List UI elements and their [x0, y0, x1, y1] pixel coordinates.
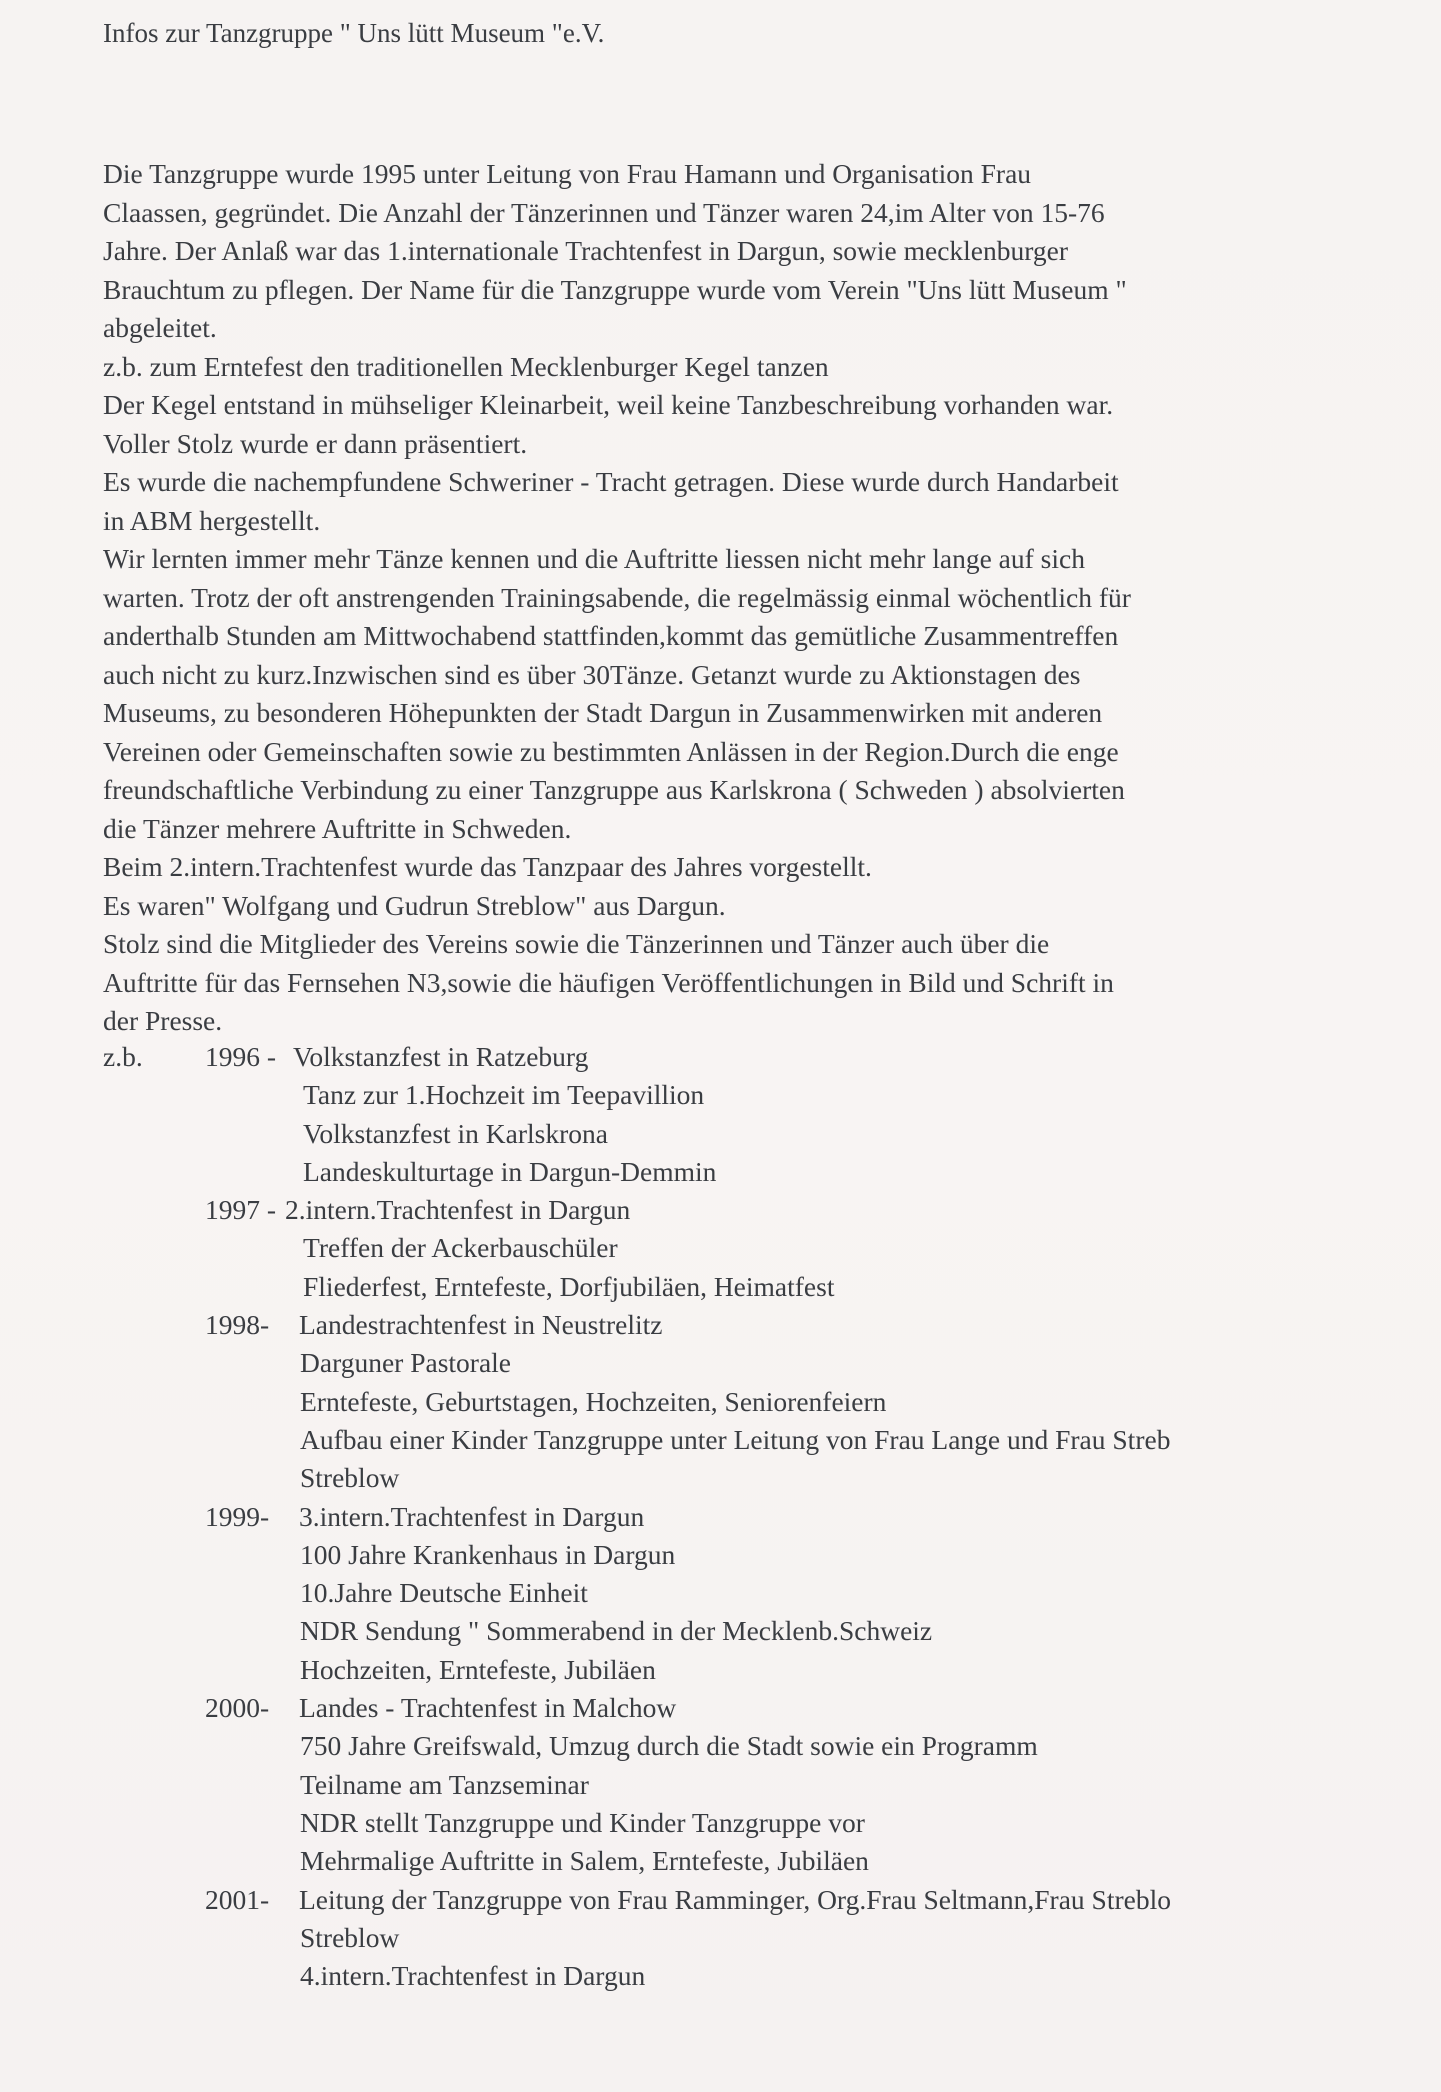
event-year: 1996 -	[205, 1041, 277, 1072]
body-line: warten. Trotz der oft anstrengenden Trainingsabende, die regelmässig einmal wöchentlich für	[103, 581, 1131, 613]
event-item: Streblow	[300, 1462, 400, 1494]
event-item-row	[103, 1268, 1423, 1306]
event-item: Landestrachtenfest in Neustrelitz	[299, 1309, 663, 1341]
event-item-row	[103, 1076, 1423, 1114]
body-line: Vereinen oder Gemeinschaften sowie zu bestimmten Anlässen in der Region.Durch die enge	[103, 735, 1119, 767]
event-year-row	[103, 1306, 1423, 1344]
event-item-row	[103, 1229, 1423, 1267]
examples-label: z.b.	[103, 1041, 143, 1072]
event-item: 100 Jahre Krankenhaus in Dargun	[300, 1538, 676, 1570]
event-year: 1999-	[205, 1500, 270, 1532]
body-line: Auftritte für das Fernsehen N3,sowie die häufigen Veröffentlichungen in Bild und Schrift in	[103, 966, 1114, 998]
body-line: die Tänzer mehrere Auftritte in Schweden.	[103, 812, 572, 844]
event-item-row	[103, 1766, 1423, 1804]
body-line: Es waren" Wolfgang und Gudrun Streblow" aus Dargun.	[103, 889, 726, 921]
event-item: Volkstanzfest in Ratzeburg	[293, 1041, 589, 1072]
body-line: z.b. zum Erntefest den traditionellen Mecklenburger Kegel tanzen	[103, 350, 829, 382]
event-item-row	[103, 1421, 1423, 1459]
event-item: Hochzeiten, Erntefeste, Jubiläen	[300, 1653, 656, 1685]
body-line: Museums, zu besonderen Höhepunkten der Stadt Dargun in Zusammenwirken mit anderen	[103, 697, 1103, 728]
body-line: Die Tanzgruppe wurde 1995 unter Leitung von Frau Hamann und Organisation Frau	[103, 158, 1032, 189]
event-item: 4.intern.Trachtenfest in Dargun	[300, 1960, 646, 1992]
body-line: Wir lernten immer mehr Tänze kennen und die Auftritte liessen nicht mehr lange auf sich	[103, 543, 1085, 574]
body-line: Brauchtum zu pflegen. Der Name für die Tanzgruppe wurde vom Verein "Uns lütt Museum "	[103, 273, 1127, 305]
body-line: Jahre. Der Anlaß war das 1.internationale Trachtenfest in Dargun, sowie mecklenburger	[103, 235, 1069, 266]
event-item: NDR stellt Tanzgruppe und Kinder Tanzgruppe vor	[300, 1806, 865, 1838]
event-item: Tanz zur 1.Hochzeit im Teepavillion	[303, 1079, 705, 1111]
event-year-row	[103, 1881, 1423, 1919]
body-line: auch nicht zu kurz.Inzwischen sind es über 30Tänze. Getanzt wurde zu Aktionstagen des	[103, 658, 1081, 690]
event-item-row	[103, 1153, 1423, 1191]
event-item: Darguner Pastorale	[300, 1347, 512, 1379]
event-year-row	[103, 1191, 1423, 1229]
event-year-row	[103, 1689, 1423, 1727]
body-line: anderthalb Stunden am Mittwochabend stattfinden,kommt das gemütliche Zusammentreffen	[103, 620, 1119, 651]
event-year-row	[103, 1498, 1423, 1536]
event-item-row	[103, 1383, 1423, 1421]
body-line: Es wurde die nachempfundene Schweriner - Tracht getragen. Diese wurde durch Handarbeit	[103, 466, 1119, 497]
event-item-row	[103, 1574, 1423, 1612]
event-item: Teilname am Tanzseminar	[300, 1768, 589, 1800]
event-item: Mehrmalige Auftritte in Salem, Erntefeste, Jubiläen	[300, 1845, 869, 1877]
body-line: in ABM hergestellt.	[103, 504, 321, 536]
event-item-row	[103, 1919, 1423, 1957]
event-item-row	[103, 1842, 1423, 1880]
event-item: Aufbau einer Kinder Tanzgruppe unter Leitung von Frau Lange und Frau Streb	[300, 1423, 1171, 1455]
body-line: abgeleitet.	[103, 312, 217, 343]
event-item: Streblow	[300, 1921, 400, 1953]
event-item-row	[103, 1459, 1423, 1497]
event-item: NDR Sendung " Sommerabend in der Mecklenb.Schweiz	[300, 1615, 933, 1647]
body-line: freundschaftliche Verbindung zu einer Tanzgruppe aus Karlskrona ( Schweden ) absolvierten	[103, 774, 1125, 805]
event-item: Leitung der Tanzgruppe von Frau Ramminger, Org.Frau Seltmann,Frau Streblo	[299, 1883, 1171, 1915]
event-list	[103, 1038, 1423, 1995]
event-item-row	[103, 1727, 1423, 1765]
event-item-row	[103, 1115, 1423, 1153]
event-item: Treffen der Ackerbauschüler	[303, 1232, 618, 1264]
body-line: Stolz sind die Mitglieder des Vereins sowie die Tänzerinnen und Tänzer auch über die	[103, 928, 1050, 959]
document-body	[103, 155, 1403, 1041]
body-line: Voller Stolz wurde er dann präsentiert.	[103, 427, 528, 459]
event-item: 750 Jahre Greifswald, Umzug durch die Stadt sowie ein Programm	[300, 1730, 1038, 1762]
event-item-row	[103, 1651, 1423, 1689]
event-item: Volkstanzfest in Karlskrona	[303, 1117, 608, 1149]
body-line: Der Kegel entstand in mühseliger Kleinarbeit, weil keine Tanzbeschreibung vorhanden war.	[103, 389, 1114, 420]
event-item-row	[103, 1344, 1423, 1382]
body-line: Beim 2.intern.Trachtenfest wurde das Tanzpaar des Jahres vorgestellt.	[103, 851, 872, 882]
event-item: Erntefeste, Geburtstagen, Hochzeiten, Seniorenfeiern	[300, 1385, 887, 1417]
event-item-row	[103, 1804, 1423, 1842]
body-line: Claassen, gegründet. Die Anzahl der Tänzerinnen und Tänzer waren 24,im Alter von 15-76	[103, 196, 1105, 228]
document-title: Infos zur Tanzgruppe " Uns lütt Museum "e.V.	[103, 18, 605, 48]
event-year: 2001-	[205, 1883, 270, 1915]
event-year: 2000-	[205, 1692, 270, 1724]
event-item-row	[103, 1612, 1423, 1650]
event-item-row	[103, 1536, 1423, 1574]
event-item: Landes - Trachtenfest in Malchow	[299, 1692, 677, 1724]
event-item: 10.Jahre Deutsche Einheit	[300, 1577, 588, 1609]
event-item: Fliederfest, Erntefeste, Dorfjubiläen, Heimatfest	[303, 1270, 835, 1302]
event-item: 2.intern.Trachtenfest in Dargun	[285, 1194, 631, 1226]
body-line: der Presse.	[103, 1005, 223, 1036]
event-item: Landeskulturtage in Dargun-Demmin	[303, 1155, 717, 1187]
event-year: 1998-	[205, 1309, 270, 1341]
event-year: 1997 -	[205, 1194, 277, 1226]
event-item: 3.intern.Trachtenfest in Dargun	[299, 1500, 645, 1532]
event-year-row	[103, 1038, 1423, 1076]
event-item-row	[103, 1957, 1423, 1995]
